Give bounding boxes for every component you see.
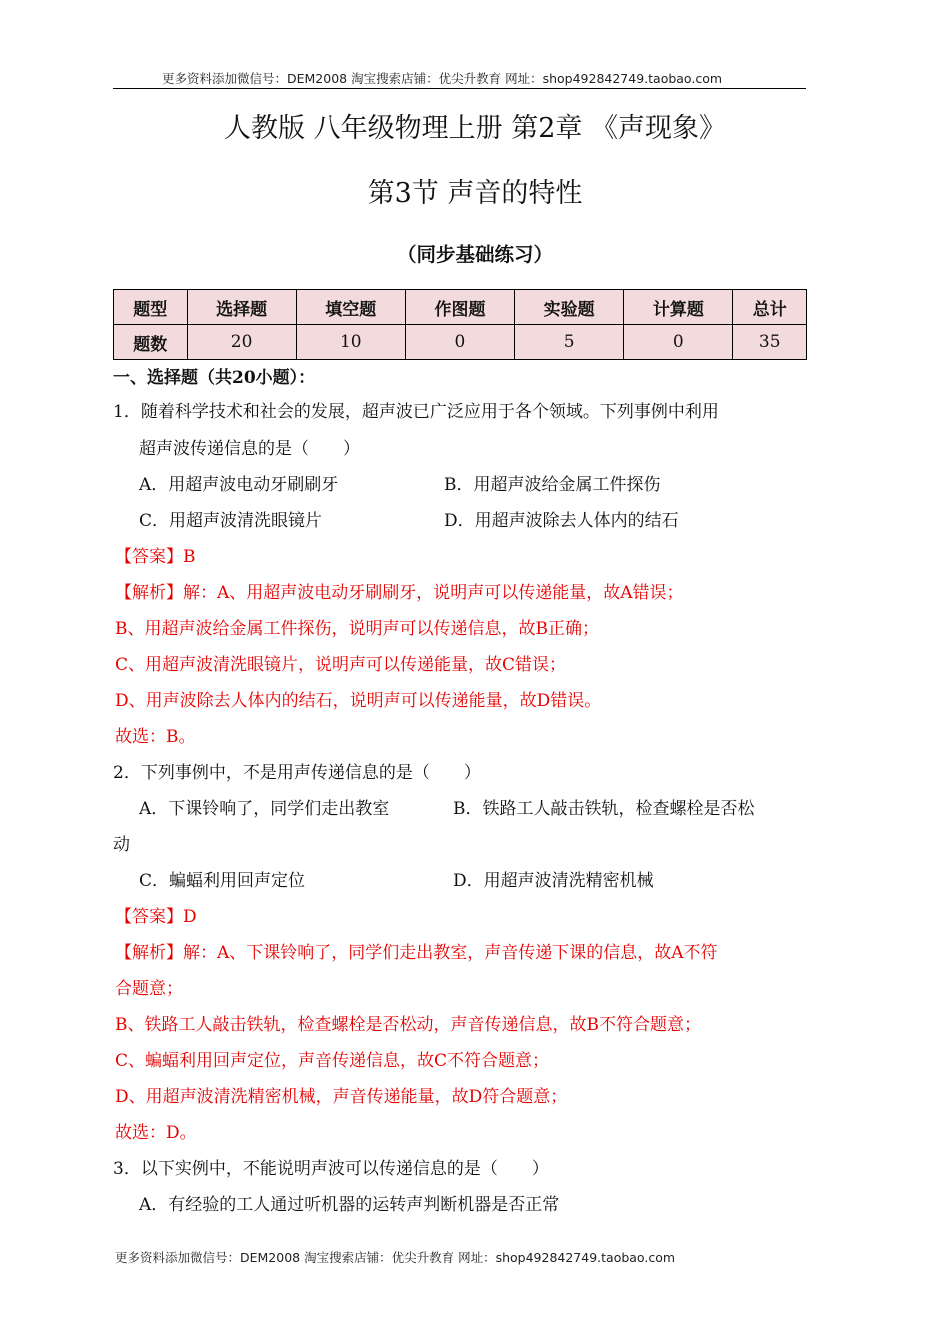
question-2-option-b-cont: 动 [113, 835, 130, 855]
table-row [114, 325, 807, 360]
table-cell: 总计 [733, 290, 807, 325]
section-title: 第3节 声音的特性 [367, 178, 583, 209]
question-2-answer: 【答案】D [115, 907, 197, 927]
question-1-analysis: 【解析】解：A、用超声波电动牙刷刷牙，说明声可以传递能量，故A错误； [115, 583, 684, 603]
question-1-answer: 【答案】B [115, 547, 196, 567]
question-1-analysis: D、用声波除去人体内的结石，说明声可以传递能量，故D错误。 [115, 691, 602, 711]
question-2-analysis-cont: 合题意； [115, 979, 183, 999]
question-2-option-c: C．蝙蝠利用回声定位 [139, 871, 306, 891]
exercise-label: （同步基础练习） [396, 243, 553, 266]
page-footer: 更多资料添加微信号：DEM2008 淘宝搜索店铺：优尖升教育 网址：shop492842749.taobao.com [115, 1250, 676, 1265]
question-2-conclusion: 故选：D。 [115, 1123, 197, 1143]
question-2-option-a: A．下课铃响了，同学们走出教室 [139, 799, 390, 819]
question-2-analysis: 【解析】解：A、下课铃响了，同学们走出教室，声音传递下课的信息，故A不符 [115, 943, 718, 963]
section-heading: 一、选择题（共20小题）： [113, 368, 316, 388]
question-2-stem: 2．下列事例中，不是用声传递信息的是（ ） [113, 763, 481, 783]
table-cell: 35 [733, 325, 807, 360]
question-2-option-d: D．用超声波清洗精密机械 [453, 871, 654, 891]
question-2-analysis: B、铁路工人敲击铁轨，检查螺栓是否松动，声音传递信息，故B不符合题意； [115, 1015, 701, 1035]
question-1-analysis: C、用超声波清洗眼镜片，说明声可以传递能量，故C错误； [115, 655, 567, 675]
table-header-row [114, 290, 807, 325]
table-cell: 10 [296, 325, 405, 360]
question-1-analysis: B、用超声波给金属工件探伤，说明声可以传递信息，故B正确； [115, 619, 599, 639]
table-cell: 20 [187, 325, 296, 360]
table-cell: 题型 [114, 290, 188, 325]
table-cell: 题数 [114, 325, 188, 360]
table-cell: 0 [405, 325, 514, 360]
header-divider [113, 88, 806, 89]
question-2-analysis: D、用超声波清洗精密机械，声音传递能量，故D符合题意； [115, 1087, 568, 1107]
question-3-option-a: A．有经验的工人通过听机器的运转声判断机器是否正常 [139, 1195, 560, 1215]
table-cell: 0 [624, 325, 733, 360]
question-summary-table [113, 289, 807, 360]
table-cell: 作图题 [405, 290, 514, 325]
question-1-stem-cont: 超声波传递信息的是（ ） [139, 439, 360, 459]
question-1-conclusion: 故选：B。 [115, 727, 196, 747]
question-1-option-c: C．用超声波清洗眼镜片 [139, 511, 323, 531]
page-header: 更多资料添加微信号：DEM2008 淘宝搜索店铺：优尖升教育 网址：shop492842749.taobao.com [162, 71, 723, 86]
question-2-option-b: B．铁路工人敲击铁轨，检查螺栓是否松 [453, 799, 755, 819]
document-title: 人教版 八年级物理上册 第2章 《声现象》 [224, 113, 726, 144]
question-1-option-a: A．用超声波电动牙刷刷牙 [139, 475, 339, 495]
table-cell: 实验题 [515, 290, 624, 325]
question-1-option-d: D．用超声波除去人体内的结石 [444, 511, 679, 531]
table-cell: 5 [515, 325, 624, 360]
question-3-stem: 3．以下实例中，不能说明声波可以传递信息的是（ ） [113, 1159, 549, 1179]
question-2-analysis: C、蝙蝠利用回声定位，声音传递信息，故C不符合题意； [115, 1051, 550, 1071]
table-cell: 填空题 [296, 290, 405, 325]
table-cell: 选择题 [187, 290, 296, 325]
question-1-stem: 1．随着科学技术和社会的发展，超声波已广泛应用于各个领域。下列事例中利用 [113, 402, 719, 422]
table-cell: 计算题 [624, 290, 733, 325]
question-1-option-b: B．用超声波给金属工件探伤 [444, 475, 661, 495]
